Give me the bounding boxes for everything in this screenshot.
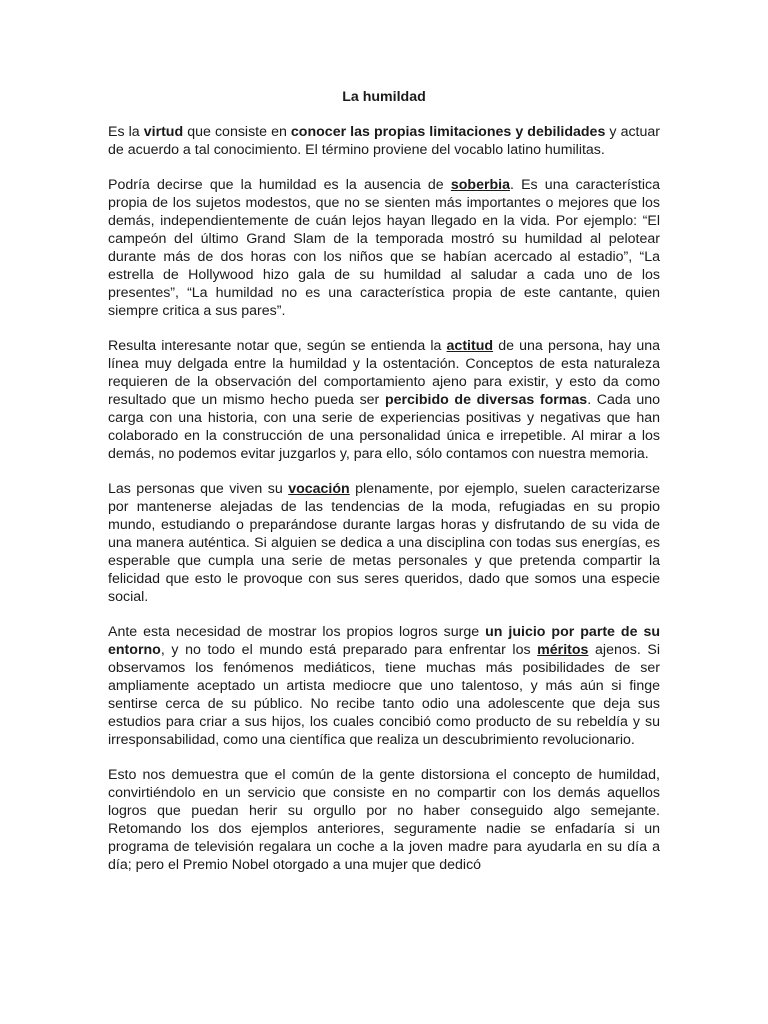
text-run: Resulta interesante notar que, según se entienda la [108, 338, 447, 354]
text-run: Ante esta necesidad de mostrar los propios logros surge [108, 624, 486, 640]
body-paragraph [108, 623, 660, 749]
text-run: plenamente, por ejemplo, suelen caracterizarse por mantenerse alejadas de las tendencias de la moda, refugiadas en su propio mundo, estudiando o preparándose durante largas horas y disfrutando de su vida de una manera auténtica. Si alguien se dedica a una disciplina con todas sus energías, es esperable que cumpla una serie de metas personales y que pretenda compartir la felicidad que esto le provoque con sus seres queridos, dado que somos una especie social. [108, 481, 660, 605]
key-term: un juicio por parte de su entorno [108, 624, 661, 658]
key-term: conocer las propias limitaciones y debilidades [290, 124, 606, 140]
text-run: Podría decirse que la humildad es la ausencia de [108, 177, 451, 193]
body-paragraph [108, 176, 660, 320]
document-page [108, 88, 660, 891]
key-term-link: actitud [446, 338, 494, 354]
text-run: Las personas que viven su [108, 481, 289, 497]
text-run: Esto nos demuestra que el común de la gente distorsiona el concepto de humildad, convirtiéndolo en un servicio que consiste en no compartir con los demás aquellos logros que puedan herir su orgullo por no haber conseguido algo semejante. Retomando los dos ejemplos anteriores, seguramente nadie se enfadaría si un programa de televisión regalara un coche a la joven madre para ayudarla en su día a día; pero el Premio Nobel otorgado a una mujer que dedicó [108, 767, 660, 873]
text-run: de una persona, hay una línea muy delgada entre la humildad y la ostentación. Conceptos de esta naturaleza requieren de la observación del comportamiento ajeno para existir, y esto da como resultado que un mismo hecho pueda ser [108, 338, 661, 408]
text-run: , y no todo el mundo está preparado para enfrentar los [160, 642, 538, 658]
body-paragraph [108, 123, 660, 159]
text-run: que consiste en [183, 124, 291, 140]
text-run: Es la [108, 124, 144, 140]
key-term: percibido de diversas formas [384, 392, 588, 408]
key-term-link: méritos [537, 642, 589, 658]
text-run: y actuar de acuerdo a tal conocimiento. El término proviene del vocablo latino humilitas. [108, 124, 660, 158]
body-paragraph [108, 337, 660, 463]
body-paragraph [108, 480, 660, 606]
document-title: La humildad [342, 89, 426, 105]
text-run: ajenos. Si observamos los fenómenos mediáticos, tiene muchas más posibilidades de ser ampliamente aceptado un artista mediocre que uno talentoso, y más aún si finge sentirse cerca de su público. No recibe tanto odio una adolescente que deja sus estudios para criar a sus hijos, los cuales concibió como producto de su rebeldía y su irresponsabilidad, como una científica que realiza un descubrimiento revolucionario. [108, 642, 661, 748]
key-term-link: vocación [288, 481, 350, 497]
body-paragraph [108, 766, 660, 874]
document-body [108, 123, 660, 874]
text-run: . Cada uno carga con una historia, con una serie de experiencias positivas y negativas que han colaborado en la construcción de una personalidad única e irrepetible. Al mirar a los demás, no podemos evitar juzgarlos y, para ello, sólo contamos con nuestra memoria. [108, 392, 661, 462]
key-term-link: soberbia [450, 177, 510, 193]
text-run: . Es una característica propia de los sujetos modestos, que no se sienten más importantes o mejores que los demás, independientemente de cuán lejos hayan llegado en la vida. Por ejemplo: “El campeón del último Grand Slam de la temporada mostró su humildad al pelotear durante más de dos horas con los niños que se habían acercado al estadio”, “La estrella de Hollywood hizo gala de su humildad al saludar a cada uno de los presentes”, “La humildad no es una característica propia de este cantante, quien siempre critica a sus pares”. [108, 177, 660, 319]
key-term: virtud [143, 124, 184, 140]
